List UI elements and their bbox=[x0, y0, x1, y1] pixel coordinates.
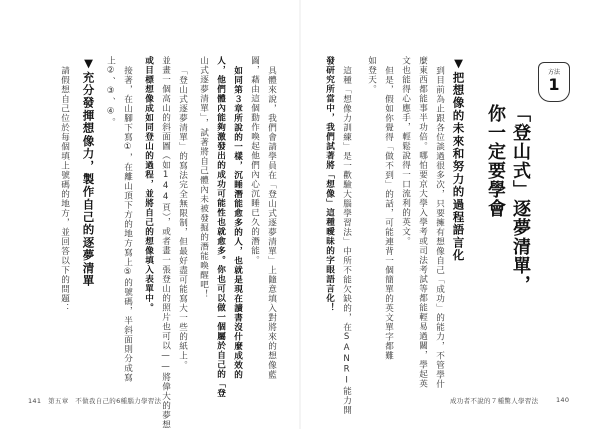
left-p2-line2: 並畫一個高山的斜面圖（如144頁），或者畫一張登山的照片也可以——將偉大的夢想 bbox=[160, 56, 171, 429]
left-p2-line1: 「登山式逐夢清單」的寫法完全無限制，但最好盡可能寫大一些的紙上。 bbox=[177, 66, 188, 370]
method-number: 1 bbox=[548, 75, 560, 94]
left-p1-line3: 如同第３章所說的一樣，沉睡潛能愈多的人，也就是現在讀書沒什麼成效的 bbox=[232, 66, 243, 380]
right-p1-line5: 如登天。 bbox=[366, 56, 377, 94]
right-p2-line1: 這種「想像力訓練」是一歡驗大腦學習法」中所不能欠缺的，在SANRI能力開 bbox=[341, 66, 352, 415]
left-p1-line2: 圖，藉由這個動作喚起他們內心沉睡已久的潛能。 bbox=[249, 56, 260, 265]
left-p1-line4: 人，他們體內能夠激發出的成功可能性也就愈多。你也可以做一個屬於自己的「登 bbox=[215, 56, 226, 398]
method-label: 方法 bbox=[547, 69, 560, 76]
right-p1-line4: 但是，假如你覺得「做不到」的話，可能連背一個簡單的英文單字都難 bbox=[383, 66, 394, 361]
left-footer-chapter: 141 第五章 不做我自己的6種腦力學習法 bbox=[28, 397, 162, 405]
section-heading-1: ▼把想像的未來和努力的過程語言化 bbox=[451, 56, 466, 262]
chapter-title-line2: 你一定要學會 bbox=[485, 104, 506, 218]
left-p3-line2: 上②、③、④。 bbox=[105, 56, 116, 127]
chapter-title-line1: 「登山式」逐夢清單， bbox=[510, 104, 531, 294]
method-badge bbox=[538, 62, 570, 102]
right-page-number: 140 bbox=[556, 396, 570, 404]
left-p1-line1: 具體來說，我們會請學員在「登山式逐夢清單」上隨意填入對將來的想像藍 bbox=[266, 66, 277, 380]
section-heading-2: ▼充分發揮想像力，製作自己的逐夢清單 bbox=[81, 56, 96, 288]
right-p1-line2: 麼東西都能事半功倍。哪怕要京大學入學考或司法考試等都能輕易過關，學起英 bbox=[417, 56, 428, 389]
right-p2-line2: 發研究所當中，我們試著將「想像」這種曖昧的字眼語言化！ bbox=[324, 56, 335, 313]
left-p2-line3: 或目標想像成如同登山的過程，並將自己的想像填入表單中。 bbox=[143, 56, 154, 313]
left-p3-line1: 接著，在山腳下寫①，在離山頂下方的地方寫上⑤的號碼，半斜面則分成寫 bbox=[122, 66, 133, 383]
left-p4-line1: 請假想自己位於每個填上號碼的地方，並回答以下的問題： bbox=[59, 66, 70, 313]
right-p1-line1: 到目前為止跟各位談過很多次，只要擁有想像自己「成功」的能力，不管學什 bbox=[434, 66, 445, 389]
right-footer-title: 成功者不說的７種驚人學習法 bbox=[450, 397, 539, 405]
left-p1-line5: 山式逐夢清單」，試著將自己體內未被發掘的潛能喚醒吧！ bbox=[198, 56, 209, 299]
right-p1-line3: 文也能得心應手，輕鬆說得一口流利的英文。 bbox=[400, 56, 411, 246]
